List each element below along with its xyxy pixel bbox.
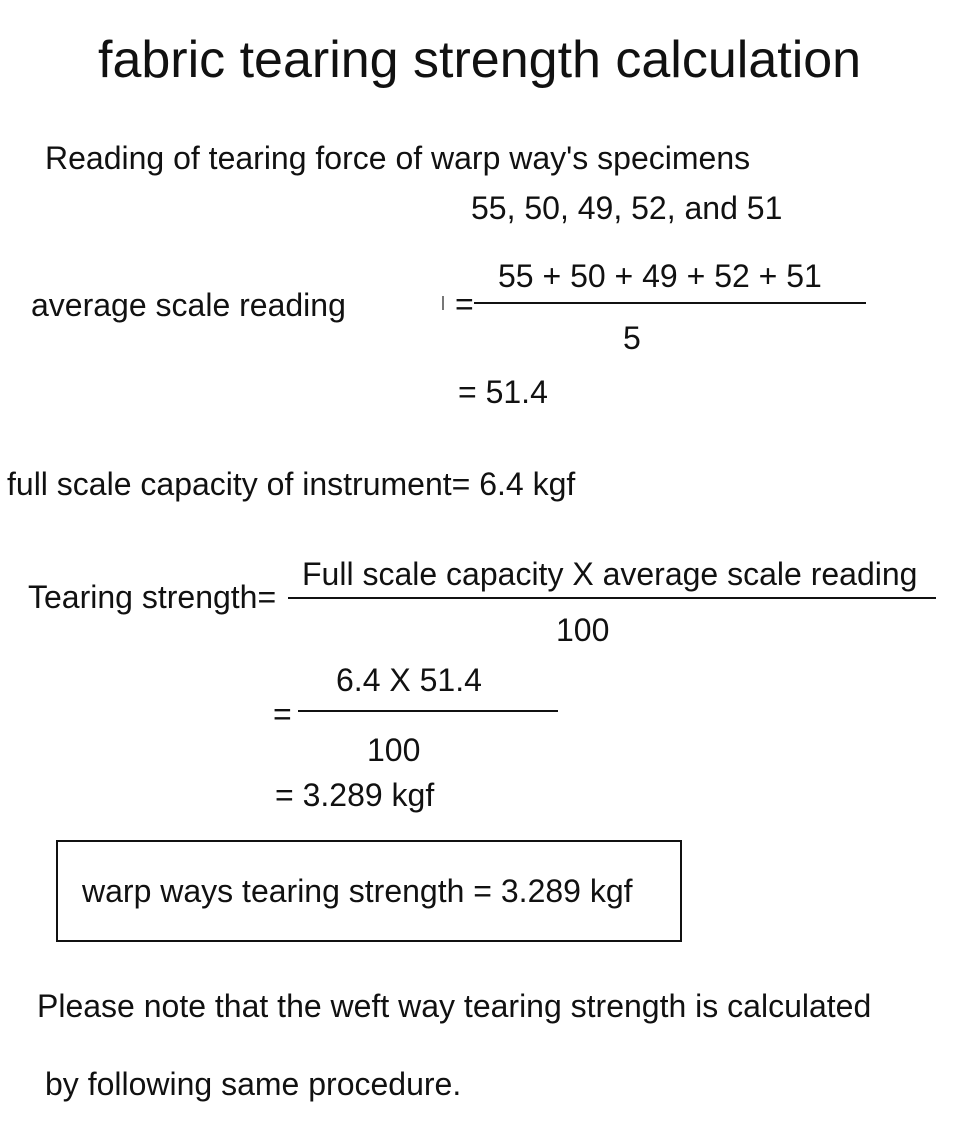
tearing-fraction-bar bbox=[288, 597, 936, 599]
tearing-result: = 3.289 kgf bbox=[275, 777, 435, 813]
note-line-1: Please note that the weft way tearing strength is calculated bbox=[37, 988, 872, 1024]
cursor-mark bbox=[442, 296, 444, 310]
average-label: average scale reading bbox=[31, 287, 346, 323]
note-line-2: by following same procedure. bbox=[45, 1066, 462, 1102]
intro-text: Reading of tearing force of warp way's specimens bbox=[45, 140, 751, 176]
substitution-denominator: 100 bbox=[367, 732, 421, 768]
tearing-label: Tearing strength= bbox=[28, 579, 277, 615]
average-fraction-bar bbox=[474, 302, 866, 304]
average-result: = 51.4 bbox=[458, 374, 548, 410]
substitution-numerator: 6.4 X 51.4 bbox=[336, 662, 482, 698]
substitution-fraction-bar bbox=[298, 710, 558, 712]
page-title: fabric tearing strength calculation bbox=[98, 31, 862, 89]
final-result-box bbox=[56, 840, 682, 942]
tearing-denominator: 100 bbox=[556, 612, 610, 648]
capacity-text: full scale capacity of instrument= 6.4 kgf bbox=[7, 466, 576, 502]
average-equals: = bbox=[455, 286, 474, 322]
average-denominator: 5 bbox=[623, 320, 641, 356]
average-numerator: 55 + 50 + 49 + 52 + 51 bbox=[498, 258, 822, 294]
final-result-text: warp ways tearing strength = 3.289 kgf bbox=[82, 873, 633, 909]
readings-list: 55, 50, 49, 52, and 51 bbox=[471, 190, 783, 226]
tearing-numerator: Full scale capacity X average scale reading bbox=[302, 556, 918, 592]
substitution-equals: = bbox=[273, 696, 292, 732]
